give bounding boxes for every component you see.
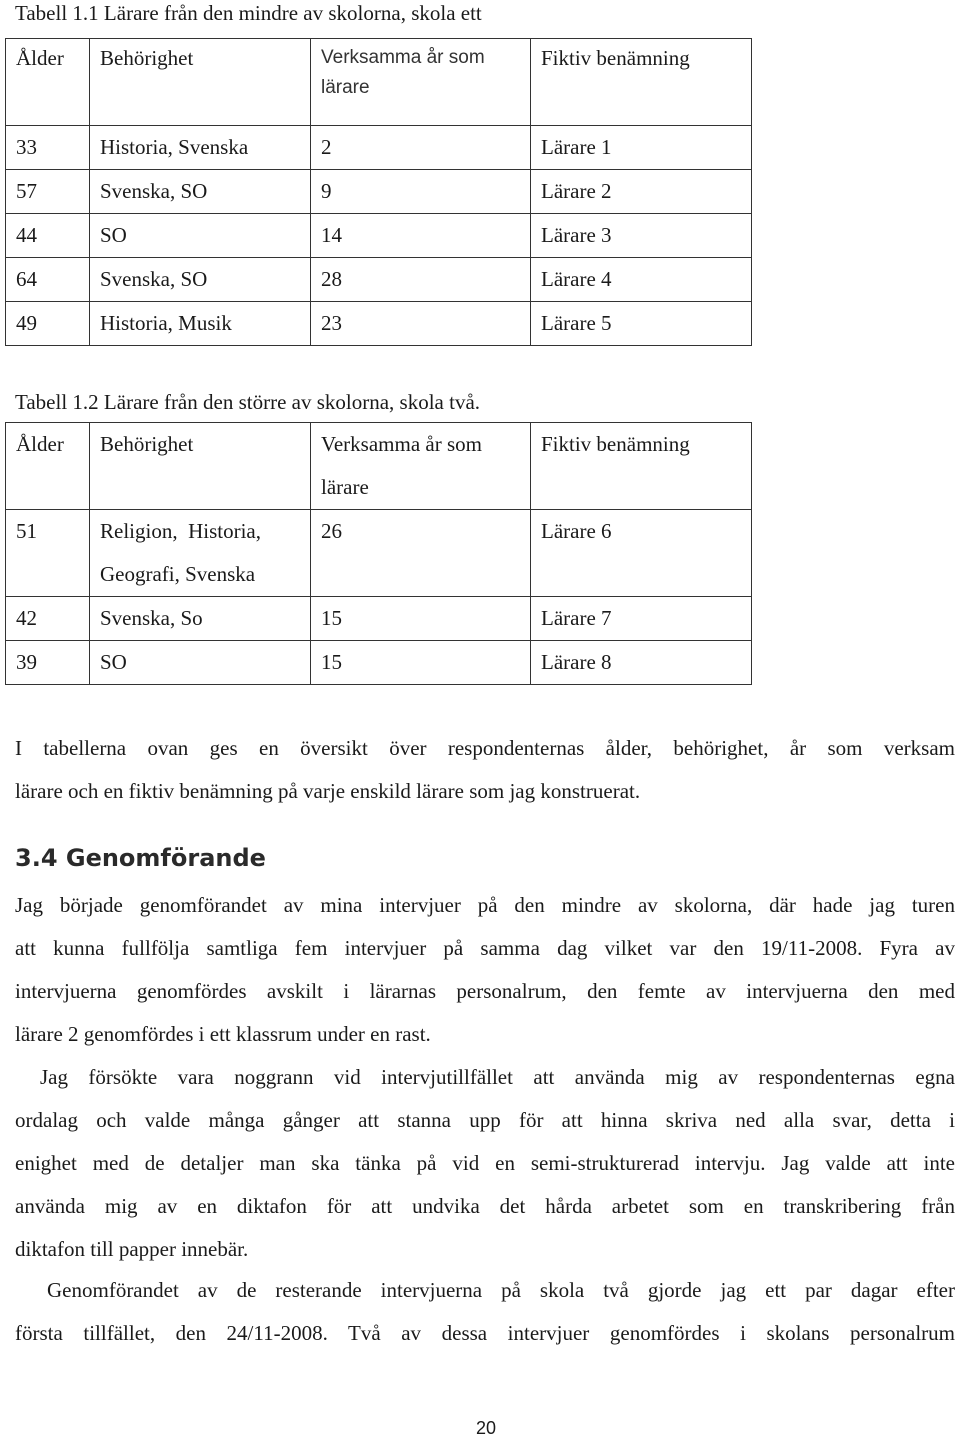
- table1-header-years: Verksamma år som lärare: [311, 39, 531, 126]
- table1-header-name: Fiktiv benämning: [531, 39, 752, 126]
- table2-header-years-line1: Verksamma år som: [321, 432, 482, 456]
- table2-header-years-line2: lärare: [321, 475, 369, 499]
- text-line: intervjuerna genomfördes avskilt i lärarnas personalrum, den femte av intervjuerna den med: [15, 979, 955, 1003]
- text-line: lärare 2 genomfördes i ett klassrum under en rast.: [15, 1022, 431, 1046]
- table1-cell: Svenska, SO: [90, 258, 311, 302]
- table1-cell: 44: [6, 214, 90, 258]
- table1-cell: 33: [6, 126, 90, 170]
- table2-cell: 15: [311, 641, 531, 685]
- table1-cell: Svenska, SO: [90, 170, 311, 214]
- text-line: Jag började genomförandet av mina intervjuer på den mindre av skolorna, där hade jag turen: [15, 893, 955, 917]
- table1-cell: 64: [6, 258, 90, 302]
- table1-cell: 49: [6, 302, 90, 346]
- text-line: diktafon till papper innebär.: [15, 1237, 249, 1261]
- table1-cell: SO: [90, 214, 311, 258]
- text-line: att kunna fullfölja samtliga fem intervjuer på samma dag vilket var den 19/11-2008. Fyra av: [15, 936, 955, 960]
- table2-cell: [90, 510, 311, 597]
- table1-cell: 2: [311, 126, 531, 170]
- table2-header-name: Fiktiv benämning: [531, 423, 752, 510]
- text-line: I tabellerna ovan ges en översikt över respondenternas ålder, behörighet, år som verksam: [15, 736, 955, 760]
- body-paragraph-2: [15, 1056, 955, 1271]
- table-row: [6, 597, 752, 641]
- table1-cell: Lärare 1: [531, 126, 752, 170]
- table2-header-age: Ålder: [6, 423, 90, 510]
- page-number: 20: [475, 1418, 497, 1438]
- table1-header-qualification: Behörighet: [90, 39, 311, 126]
- table1-cell: 28: [311, 258, 531, 302]
- table1-header-age: Ålder: [6, 39, 90, 126]
- table2-cell: SO: [90, 641, 311, 685]
- table-row: [6, 126, 752, 170]
- text-line: enighet med de detaljer man ska tänka på vid en semi-strukturerad intervju. Jag valde att inte: [15, 1151, 955, 1175]
- table2-header-qualification: Behörighet: [90, 423, 311, 510]
- table1-cell: 23: [311, 302, 531, 346]
- table2-cell: Svenska, So: [90, 597, 311, 641]
- table2-header-years: [311, 423, 531, 510]
- table1-cell: Historia, Svenska: [90, 126, 311, 170]
- table2-cell: 39: [6, 641, 90, 685]
- table1-caption: Tabell 1.1 Lärare från den mindre av skolorna, skola ett: [15, 1, 482, 25]
- table2-cell: 51: [6, 510, 90, 597]
- table1-cell: Historia, Musik: [90, 302, 311, 346]
- table-row: [6, 214, 752, 258]
- table2-cell: Lärare 8: [531, 641, 752, 685]
- table1-header-row: [6, 39, 752, 126]
- section-heading: 3.4 Genomförande: [15, 844, 266, 872]
- text-line: lärare och en fiktiv benämning på varje enskild lärare som jag konstruerat.: [15, 779, 641, 803]
- table2-cell: Lärare 6: [531, 510, 752, 597]
- table2-cell: Lärare 7: [531, 597, 752, 641]
- summary-paragraph: [15, 727, 955, 813]
- table1-cell: Lärare 2: [531, 170, 752, 214]
- text-line: ordalag och valde många gånger att stanna upp för att hinna skriva ned alla svar, detta i: [15, 1108, 955, 1132]
- table2-cell-line2: Geografi, Svenska: [100, 562, 256, 586]
- text-line: använda mig av en diktafon för att undvika det hårda arbetet som en transkribering från: [15, 1194, 955, 1218]
- table1-cell: Lärare 3: [531, 214, 752, 258]
- body-paragraph-1: [15, 884, 955, 1056]
- table1-cell: 57: [6, 170, 90, 214]
- table1-cell: 14: [311, 214, 531, 258]
- table2-cell: 26: [311, 510, 531, 597]
- table1-cell: Lärare 4: [531, 258, 752, 302]
- table-row: [6, 170, 752, 214]
- table2-caption: Tabell 1.2 Lärare från den större av skolorna, skola två.: [15, 390, 481, 414]
- table2-cell: 42: [6, 597, 90, 641]
- table1: [5, 38, 752, 346]
- table-row: [6, 641, 752, 685]
- table2-cell: 15: [311, 597, 531, 641]
- table2-cell-line1: Religion, Historia,: [100, 519, 261, 543]
- text-line: Jag försökte vara noggrann vid intervjutillfället att använda mig av respondenternas egna: [40, 1065, 955, 1089]
- body-paragraph-3: [15, 1269, 955, 1355]
- table-row: [6, 258, 752, 302]
- table1-cell: 9: [311, 170, 531, 214]
- table2: [5, 422, 752, 685]
- table-row: [6, 510, 752, 597]
- table2-header-row: [6, 423, 752, 510]
- text-line: Genomförandet av de resterande intervjuerna på skola två gjorde jag ett par dagar efter: [47, 1278, 955, 1302]
- table-row: [6, 302, 752, 346]
- text-line: första tillfället, den 24/11-2008. Två av dessa intervjuer genomfördes i skolans personalrum: [15, 1321, 955, 1345]
- table1-cell: Lärare 5: [531, 302, 752, 346]
